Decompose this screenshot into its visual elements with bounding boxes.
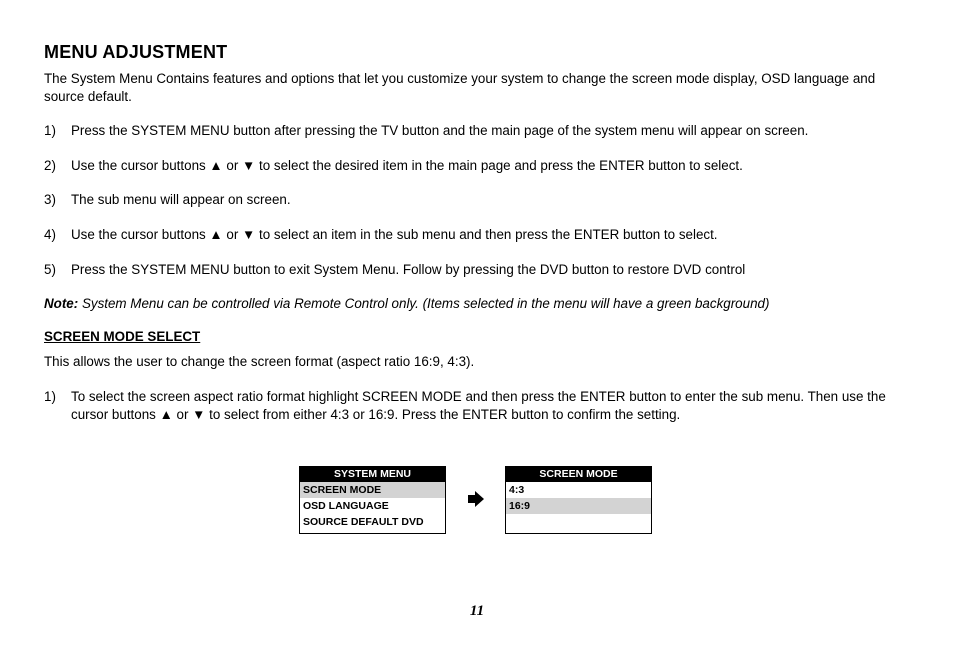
step-text: Use the cursor buttons ▲ or ▼ to select the desired item in the main page and press the ENTER button to select.: [71, 158, 743, 173]
system-menu-item-osd-language: OSD LANGUAGE: [303, 500, 389, 512]
step-number: 5): [44, 262, 56, 277]
screen-mode-menu-diagram: [505, 466, 652, 534]
section-heading: SCREEN MODE SELECT: [44, 329, 201, 344]
system-menu-diagram: [299, 466, 446, 534]
screen-mode-menu-header: SCREEN MODE: [506, 467, 651, 482]
system-menu-header: SYSTEM MENU: [300, 467, 445, 482]
system-menu-item-screen-mode: SCREEN MODE: [300, 482, 445, 498]
section-step-1: [44, 388, 910, 424]
step-4: [44, 226, 910, 244]
step-number: 1): [44, 123, 56, 138]
right-arrow-icon: [467, 490, 485, 508]
intro-paragraph: The System Menu Contains features and options that let you customize your system to change the screen mode display, OSD language and source default.: [44, 71, 876, 104]
page-number: 11: [469, 603, 485, 619]
step-number: 4): [44, 227, 56, 242]
screen-mode-item-16-9: 16:9: [506, 498, 651, 514]
note: [44, 295, 769, 313]
step-5: [44, 261, 910, 279]
step-text: The sub menu will appear on screen.: [71, 192, 291, 207]
step-1: [44, 122, 910, 140]
step-number: 1): [44, 389, 56, 404]
step-3: [44, 191, 910, 209]
note-label: Note:: [44, 296, 79, 311]
note-text: System Menu can be controlled via Remote Control only. (Items selected in the menu will have a green background): [78, 296, 770, 311]
step-number: 3): [44, 192, 56, 207]
page-title: MENU ADJUSTMENT: [44, 42, 228, 62]
system-menu-item-source-default: SOURCE DEFAULT DVD: [303, 516, 424, 528]
step-text: Press the SYSTEM MENU button after pressing the TV button and the main page of the system menu will appear on screen.: [71, 123, 809, 138]
step-text: To select the screen aspect ratio format highlight SCREEN MODE and then press the ENTER button to enter the sub menu. Then use the cursor buttons ▲ or ▼ to select from either 4:3 or 16:9. Press the ENTER button to confirm the setting.: [71, 389, 886, 422]
section-intro: This allows the user to change the screen format (aspect ratio 16:9, 4:3).: [44, 354, 475, 369]
step-number: 2): [44, 158, 56, 173]
step-text: Press the SYSTEM MENU button to exit System Menu. Follow by pressing the DVD button to restore DVD control: [71, 262, 746, 277]
screen-mode-item-4-3: 4:3: [509, 484, 525, 496]
step-text: Use the cursor buttons ▲ or ▼ to select an item in the sub menu and then press the ENTER button to select.: [71, 227, 718, 242]
step-2: [44, 157, 910, 175]
